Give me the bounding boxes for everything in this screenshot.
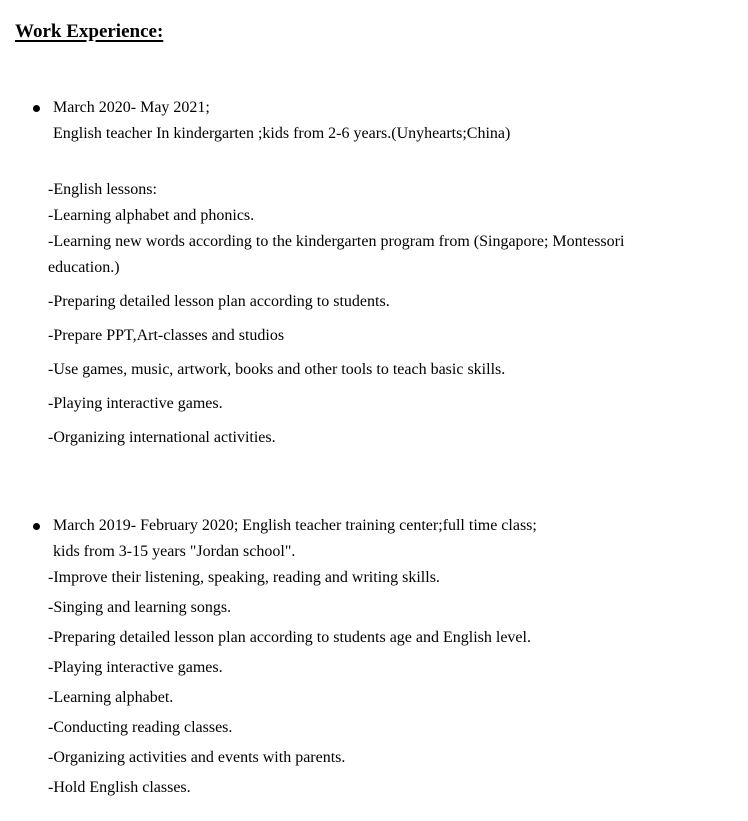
duty-line: -Learning alphabet and phonics.: [48, 207, 255, 224]
duty-line: -Preparing detailed lesson plan according to students.: [48, 293, 390, 310]
duty-line: -Preparing detailed lesson plan according to students age and English level.: [48, 629, 531, 646]
duty-line: -Improve their listening, speaking, reading and writing skills.: [48, 569, 440, 586]
duty-line: -Playing interactive games.: [48, 659, 223, 676]
duty-line: -Organizing activities and events with parents.: [48, 749, 346, 766]
duty-line: education.): [48, 259, 120, 276]
duty-line: -English lessons:: [48, 181, 157, 198]
bullet-icon: [33, 105, 40, 112]
bullet-icon: [33, 523, 40, 530]
duty-line: -Learning new words according to the kindergarten program from (Singapore; Montessori: [48, 233, 625, 250]
job-title-line: March 2020- May 2021;: [53, 99, 210, 116]
duty-line: -Use games, music, artwork, books and other tools to teach basic skills.: [48, 361, 506, 378]
job-title-line: March 2019- February 2020; English teacher training center;full time class;: [53, 517, 537, 534]
section-heading: Work Experience:: [15, 21, 164, 42]
job-intro-paragraph: [48, 177, 740, 281]
job-title-line: English teacher In kindergarten ;kids from 2-6 years.(Unyhearts;China): [53, 125, 511, 142]
job-title-block: [15, 513, 740, 565]
duty-line: -Organizing international activities.: [48, 429, 276, 446]
job-title-lines: [53, 513, 537, 565]
job-title-lines: [53, 95, 510, 147]
duty-line: -Playing interactive games.: [48, 395, 223, 412]
job-entry-kindergarten: [15, 95, 740, 451]
job-title-block: [15, 95, 740, 147]
job-duty-list: [48, 289, 740, 451]
duty-line: -Conducting reading classes.: [48, 719, 233, 736]
job-entry-training-center: [15, 513, 740, 801]
duty-line: -Hold English classes.: [48, 779, 191, 796]
job-duty-list: [48, 565, 740, 801]
duty-line: -Prepare PPT,Art-classes and studios: [48, 327, 285, 344]
job-title-line: kids from 3-15 years "Jordan school".: [53, 543, 296, 560]
duty-line: -Learning alphabet.: [48, 689, 174, 706]
duty-line: -Singing and learning songs.: [48, 599, 232, 616]
